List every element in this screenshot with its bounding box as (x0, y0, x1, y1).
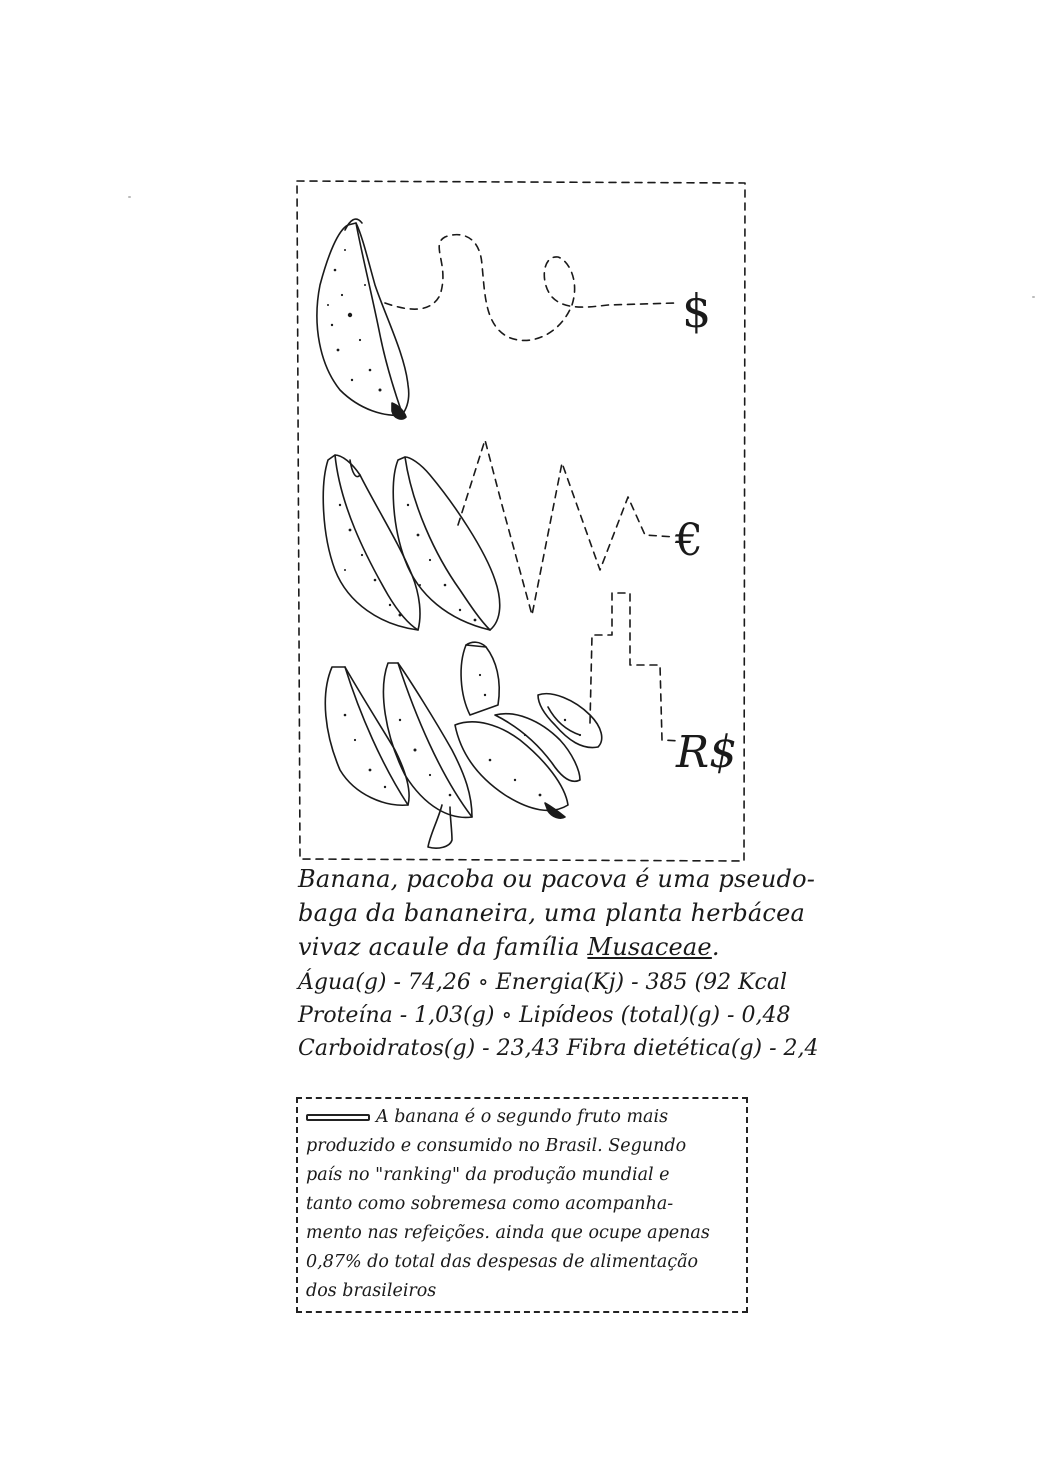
dollar-symbol: $ (682, 284, 712, 338)
note-marker-icon (306, 1114, 370, 1121)
note-line-1-text: A banana é o segundo fruto mais (376, 1107, 669, 1127)
description-block (298, 862, 819, 1065)
banana-single-drawing (317, 219, 409, 419)
nutrition-line-3: Carboidratos(g) - 23,43 Fibra dietética(g) - 2,4 (298, 1036, 819, 1061)
note-box (296, 1097, 748, 1313)
real-trend-line (590, 593, 680, 741)
euro-symbol: € (675, 515, 703, 566)
note-line-3: país no "ranking" da produção mundial e (306, 1165, 670, 1185)
note-line-5: mento nas refeições. ainda que ocupe apenas (306, 1223, 710, 1243)
description-line-1: Banana, pacoba ou pacova é uma pseudo- (298, 865, 816, 893)
paper-speck (128, 196, 131, 198)
description-paragraph (298, 862, 816, 964)
banana-bunch-drawing (325, 642, 601, 848)
family-name: Musaceae (587, 933, 712, 961)
banana-illustration (290, 175, 755, 870)
euro-trend-line (458, 440, 675, 615)
nutrition-line-2: Proteína - 1,03(g) ∘ Lipídeos (total)(g) - 0,48 (298, 1003, 791, 1028)
description-line-3-prefix: vivaz acaule da família (298, 933, 588, 961)
paper-speck (1032, 296, 1035, 298)
note-line-7: dos brasileiros (306, 1281, 437, 1301)
note-line-4: tanto como sobremesa como acompanha- (306, 1194, 674, 1214)
description-line-3 (298, 930, 753, 964)
note-line-1 (306, 1103, 740, 1132)
note-line-2: produzido e consumido no Brasil. Segundo (306, 1136, 687, 1156)
nutrition-facts (298, 966, 819, 1065)
banana-pair-drawing (323, 455, 499, 630)
note-line-6: 0,87% do total das despesas de alimentação (306, 1252, 699, 1272)
dollar-trend-line (385, 235, 675, 341)
nutrition-line-1: Água(g) - 74,26 ∘ Energia(Kj) - 385 (92 Kcal (298, 970, 787, 995)
real-symbol: R$ (676, 727, 738, 778)
description-line-2: baga da bananeira, uma planta herbácea (298, 899, 805, 927)
description-line-3-suffix: . (711, 933, 720, 961)
